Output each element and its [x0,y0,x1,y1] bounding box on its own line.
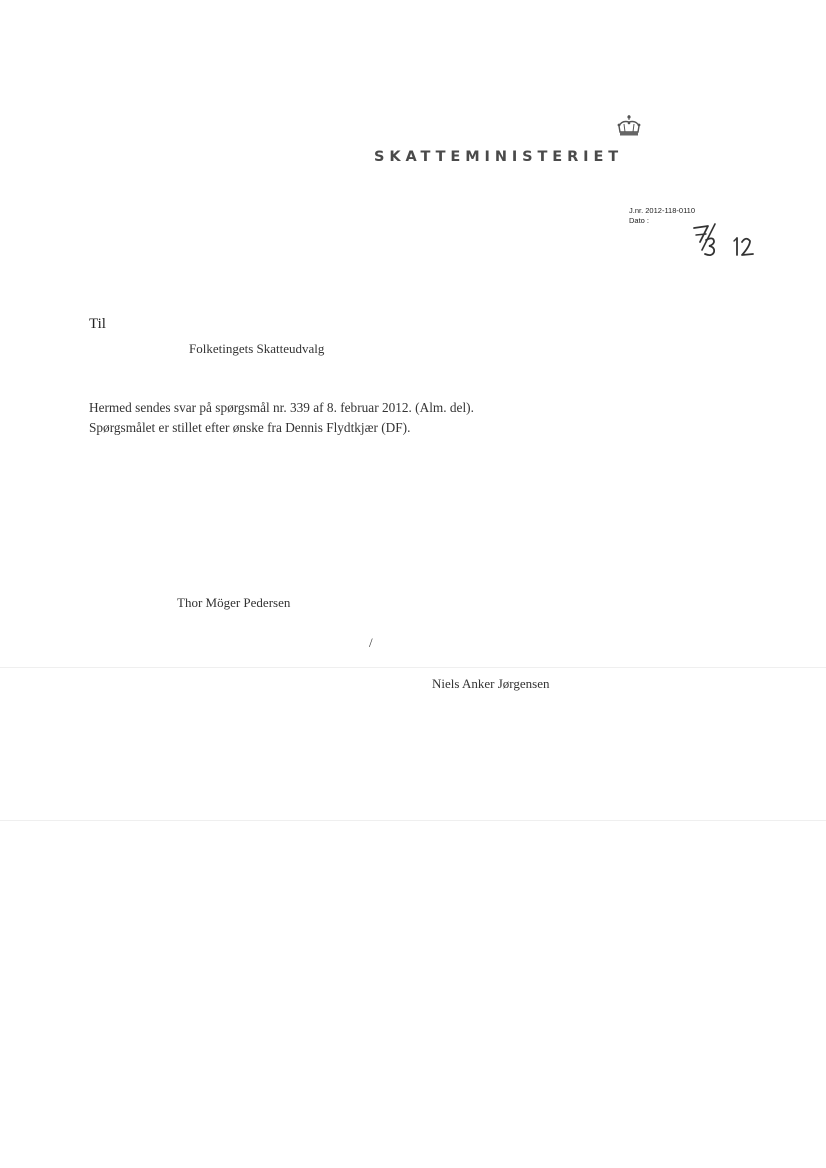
journal-number: J.nr. 2012-118-0110 [629,206,696,215]
recipient-name: Folketingets Skatteudvalg [189,341,325,356]
handwritten-date [690,220,760,262]
signature-separator: / [369,635,373,650]
official-signature: Niels Anker Jørgensen [432,676,550,691]
ministry-name: SKATTEMINISTERIET [374,149,624,165]
body-line-1: Hermed sendes svar på spørgsmål nr. 339 af 8. februar 2012. (Alm. del). [89,400,474,415]
crown-icon [614,114,644,140]
date-label: Dato : [629,216,650,225]
scan-artifact-line [0,667,826,668]
body-line-2: Spørgsmålet er stillet efter ønske fra Dennis Flydtkjær (DF). [89,420,411,435]
minister-signature: Thor Möger Pedersen [177,595,291,610]
to-label: Til [89,316,106,332]
scan-artifact-line [0,820,826,821]
